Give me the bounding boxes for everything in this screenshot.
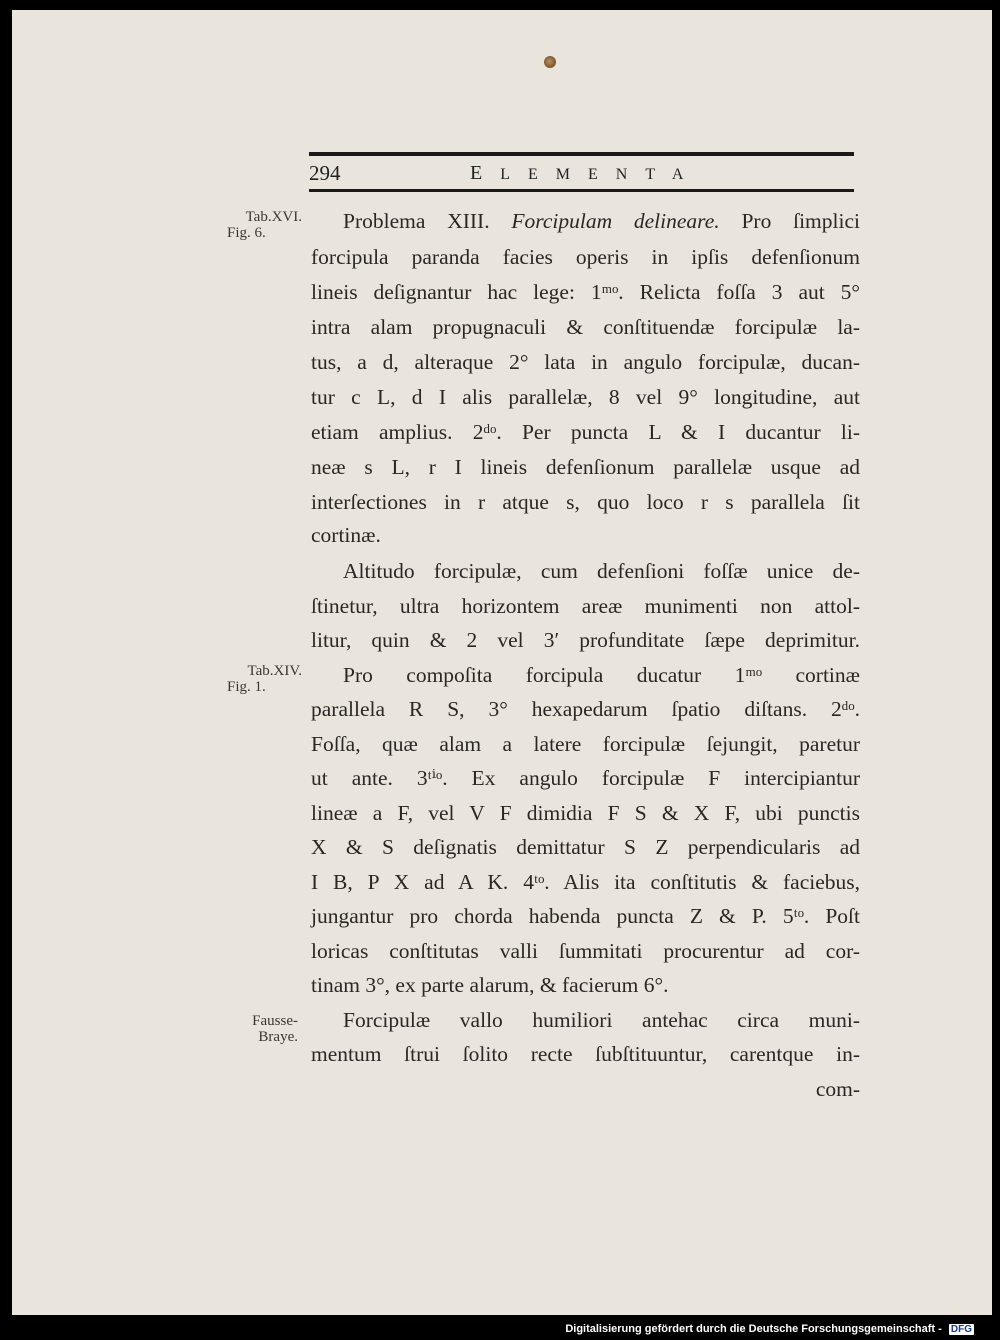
- text-line: neæ s L, r I lineis defenſionum parallelæ usque ad: [311, 455, 860, 479]
- text-line: litur, quin & 2 vel 3′ profunditate ſæpe deprimitur.: [311, 628, 860, 652]
- text-line: forcipula paranda facies operis in ipſis defenſionum: [311, 245, 860, 269]
- margin-note-line: Tab.XIV.: [247, 663, 302, 679]
- text-line: X & S deſignatis demittatur S Z perpendicularis ad: [311, 835, 860, 859]
- text-line: Pro compoſita forcipula ducatur 1ᵐᵒ cortinæ: [343, 663, 860, 687]
- dfg-logo-icon: DFG: [950, 1324, 972, 1335]
- text-line: loricas conſtitutas valli ſummitati procurentur ad cor-: [311, 939, 860, 963]
- header-rule-top: [309, 152, 854, 156]
- text-line: cortinæ.: [311, 523, 381, 547]
- text-line: ut ante. 3ᵗⁱᵒ. Ex angulo forcipulæ F intercipiantur: [311, 766, 860, 790]
- margin-note-line: Braye.: [258, 1029, 298, 1045]
- running-title: ELEMENTA: [470, 162, 702, 184]
- text-line: interſectiones in r atque s, quo loco r s parallela ſit: [311, 490, 860, 514]
- text-line: Forcipulæ vallo humiliori antehac circa muni-: [343, 1008, 860, 1032]
- text-line: [343, 205, 860, 237]
- text-line: ſtinetur, ultra horizontem areæ munimenti non attol-: [311, 594, 860, 618]
- problem-heading: Problema XIII.: [343, 209, 490, 233]
- text-line: I B, P X ad A K. 4ᵗᵒ. Alis ita conſtitutis & faciebus,: [311, 870, 860, 894]
- text-line: mentum ſtrui ſolito recte ſubſtituuntur, carentque in-: [311, 1042, 860, 1066]
- ink-spot: [544, 56, 556, 68]
- problem-title: Forcipulam delineare.: [511, 209, 720, 233]
- text-line: tus, a d, alteraque 2° lata in angulo forcipulæ, ducan-: [311, 350, 860, 374]
- margin-note-line: Fig. 1.: [227, 679, 266, 695]
- margin-note-line: Fig. 6.: [227, 225, 266, 241]
- text-line: Foſſa, quæ alam a latere forcipulæ ſejungit, paretur: [311, 732, 860, 756]
- footer-text: Digitalisierung gefördert durch die Deutsche Forschungsgemeinschaft -: [565, 1323, 942, 1335]
- text-fragment: Pro ſimplici: [741, 209, 860, 233]
- margin-note-line: Fausse-: [252, 1013, 298, 1029]
- running-title-initial: E: [470, 162, 501, 184]
- text-line: tinam 3°, ex parte alarum, & facierum 6°.: [311, 973, 669, 997]
- page-number: 294: [309, 161, 341, 185]
- text-line: intra alam propugnaculi & conſtituendæ forcipulæ la-: [311, 315, 860, 339]
- text-line: tur c L, d I alis parallelæ, 8 vel 9° longitudine, aut: [311, 385, 860, 409]
- text-line: etiam amplius. 2ᵈᵒ. Per puncta L & I ducantur li-: [311, 420, 860, 444]
- margin-note-line: Tab.XVI.: [245, 209, 302, 225]
- header-rule-bottom: [309, 189, 854, 192]
- margin-note-tab-xvi: [222, 209, 302, 241]
- text-line: lineis deſignantur hac lege: 1ᵐᵒ. Relicta foſſa 3 aut 5°: [311, 280, 860, 304]
- digitization-footer: [565, 1323, 974, 1335]
- text-line: parallela R S, 3° hexapedarum ſpatio diſtans. 2ᵈᵒ.: [311, 697, 860, 721]
- catchword: com-: [815, 1077, 860, 1101]
- text-line: Altitudo forcipulæ, cum defenſioni foſſæ unice de-: [343, 559, 860, 583]
- margin-note-tab-xiv: [222, 663, 302, 695]
- margin-note-fausse-braye: [222, 1013, 298, 1045]
- text-line: lineæ a F, vel V F dimidia F S & X F, ubi punctis: [311, 801, 860, 825]
- text-line: jungantur pro chorda habenda puncta Z & P. 5ᵗᵒ. Poſt: [311, 904, 860, 928]
